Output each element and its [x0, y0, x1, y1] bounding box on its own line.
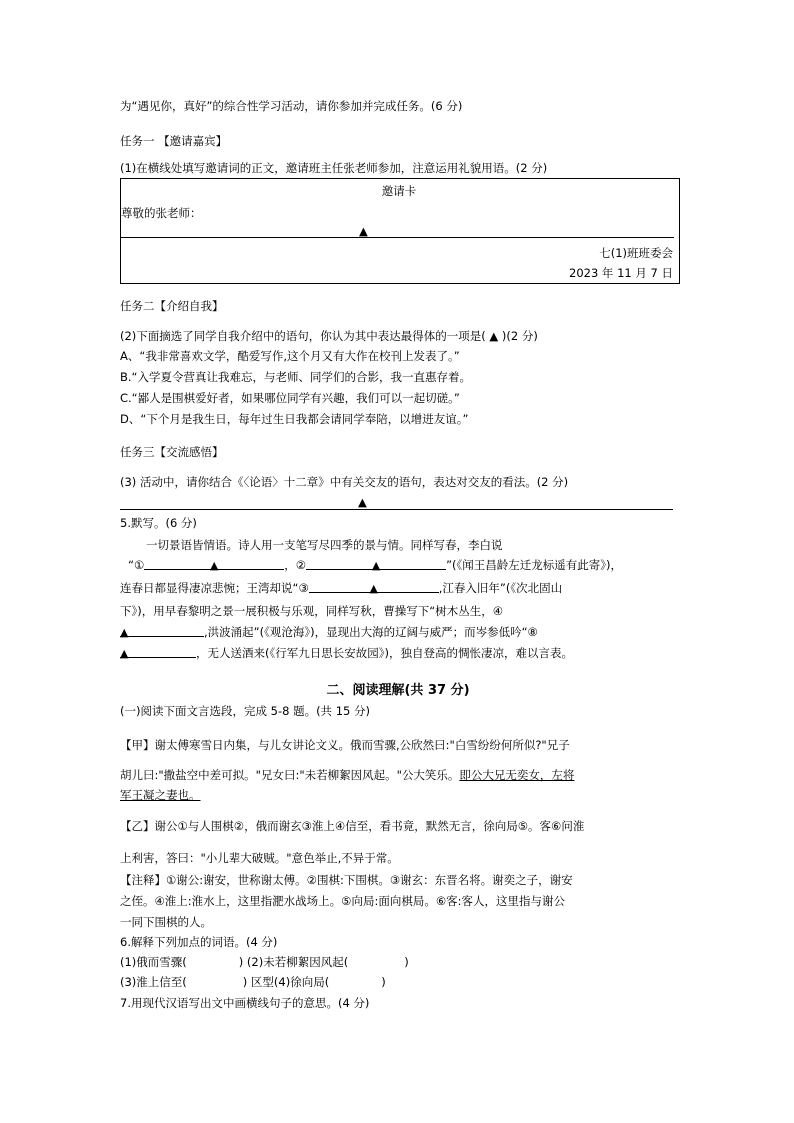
card-greeting: 尊敬的张老师：	[121, 206, 202, 220]
task3-question: (3) 活动中，请你结合《〈论语〉十二章》中有关交友的语句，表达对交友的看法。(2 分)	[120, 475, 569, 489]
blank-4[interactable]	[120, 624, 204, 637]
blank-3-mark: ▲	[369, 582, 378, 595]
yi-line2: 上利害，答曰："小儿辈大破贼。"意色举止,不异于常。	[120, 851, 399, 865]
note-line2: 之侄。④淮上:淮水上，这里指淝水战场上。⑤向局:面向棋局。⑥客:客人，这里指与谢公	[120, 894, 566, 908]
blank-2[interactable]	[306, 557, 446, 570]
q5-line6-text: ，无人送酒来(《行军九日思长安故园》)，独自登高的惆怅凄凉，难以言表。	[196, 646, 573, 660]
blank-8-mark: ▲	[120, 647, 129, 660]
task3-blank-mark: ▲	[358, 495, 367, 509]
option-a: A、“我非常喜欢文学，酷爱写作,这个月又有大作在校刊上发表了。”	[120, 349, 460, 363]
q6-item2: ) (2)未若柳絮因风起(	[238, 955, 349, 969]
q6-close1: )	[404, 955, 409, 969]
q5-line2	[128, 557, 622, 573]
invitation-card	[120, 178, 680, 284]
q6-item4: ) 区型(4)徐向局(	[242, 975, 330, 989]
option-c: C.“鄙人是围棋爱好者，如果哪位同学有兴趣，我们可以一起切磋。”	[120, 391, 460, 405]
jia-line2-text: 胡儿曰:"撒盐空中差可拟。"兄女曰:"未若柳絮因风起。"公大笑乐。	[120, 768, 460, 782]
q5-title: 5.默写。(6 分)	[120, 516, 197, 530]
option-b: B.“入学夏令营真让我难忘，与老师、同学们的合影，我一直惠存着。	[120, 370, 471, 384]
underlined-sentence-part2: 军王凝之妻也。	[120, 788, 201, 802]
q6-title: 6.解释下列加点的词语。(4 分)	[120, 935, 278, 949]
blank-3[interactable]	[309, 580, 439, 593]
task3-title: 任务三【交流感悟】	[120, 445, 224, 459]
q6-item3: (3)淮上信至(	[120, 975, 187, 989]
section2-title: 二、阅读理解(共 37 分)	[326, 683, 470, 698]
q5-line2-mid: ，②	[284, 558, 307, 572]
task3-answer-line[interactable]	[120, 509, 673, 510]
q5-line1: 一切景语皆情语。诗人用一支笔写尽四季的景与情。同样写春，李白说	[146, 538, 503, 552]
task1-question: (1)在横线处填写邀请词的正文，邀请班主任张老师参加，注意运用礼貌用语。(2 分)	[120, 161, 548, 175]
section2-subtitle: (一)阅读下面文言选段，完成 5-8 题。(共 15 分)	[120, 704, 370, 718]
jia-line2	[120, 767, 574, 783]
task2-title: 任务二【介绍自我】	[120, 299, 224, 313]
q5-line2-end: ”(《闻王昌龄左迁龙标遥有此寄》)，	[446, 558, 623, 572]
answer-line[interactable]	[121, 237, 674, 238]
option-d: D、“下个月是我生日，每年过生日我都会请同学奉陪，以增进友谊。”	[120, 412, 469, 426]
q6-item1: (1)俄而雪骤(	[120, 955, 187, 969]
q6-row1	[120, 954, 409, 970]
blank-2-mark: ▲	[371, 559, 381, 572]
answer-blank-mark: ▲	[359, 224, 368, 238]
card-title: 邀请卡	[381, 184, 417, 198]
jia-line1: 【甲】谢太傅寒雪日内集，与儿女讲论文义。俄而雪骤,公欣然曰:"白雪纷纷何所似?"兄子	[120, 738, 570, 752]
yi-line1: 【乙】谢公①与人围棋②，俄而谢玄③淮上④信至，看书竟，默然无言，徐向局⑤。客⑥问淮	[120, 819, 585, 833]
q5-line6	[120, 645, 573, 661]
task1-title: 任务一 【邀请嘉宾】	[120, 134, 228, 148]
note-line3: 一同下围棋的人。	[120, 915, 212, 929]
q7-title: 7.用现代汉语写出文中画横线句子的意思。(4 分)	[120, 996, 370, 1010]
underlined-sentence-part1: 即公大兄无奕女，左将	[459, 768, 575, 782]
intro-text: 为“遇见你，真好”的综合性学习活动，请你参加并完成任务。(6 分)	[120, 99, 463, 113]
card-signer: 七(1)班班委会	[599, 246, 673, 260]
q5-line2-start: “①	[128, 558, 145, 572]
card-date: 2023 年 11 月 7 日	[569, 266, 673, 280]
note-line1: 【注释】①谢公:谢安，世称谢太傅。②围棋:下围棋。③谢玄：东晋名将。谢奕之子，谢安	[120, 873, 573, 887]
task2-question: (2)下面摘选了同学自我介绍中的语句，你认为其中表达最得体的一项是( ▲ )(2 分)	[120, 329, 538, 343]
q5-line3-end: ,江春入旧年”(《次北固山	[438, 581, 563, 595]
q5-line5-text: ,洪波涌起”(《观沧海》)，显现出大海的辽阔与威严；而岑参低吟“⑧	[204, 625, 538, 639]
q6-close2: )	[381, 975, 386, 989]
blank-8[interactable]	[120, 645, 196, 658]
blank-1-mark: ▲	[210, 559, 219, 572]
q5-line5	[120, 624, 538, 640]
q6-row2	[120, 974, 386, 990]
blank-4-mark: ▲	[120, 626, 129, 639]
q5-line3-start: 连春日都显得凄凉悲惋；王湾却说“③	[120, 581, 309, 595]
q5-line4: 下》)，用早春黎明之景一展积极与乐观，同样写秋，曹操写下“树木丛生，④	[120, 604, 503, 618]
blank-1[interactable]	[144, 557, 284, 570]
jia-line3	[120, 787, 201, 803]
q5-line3	[120, 580, 562, 596]
